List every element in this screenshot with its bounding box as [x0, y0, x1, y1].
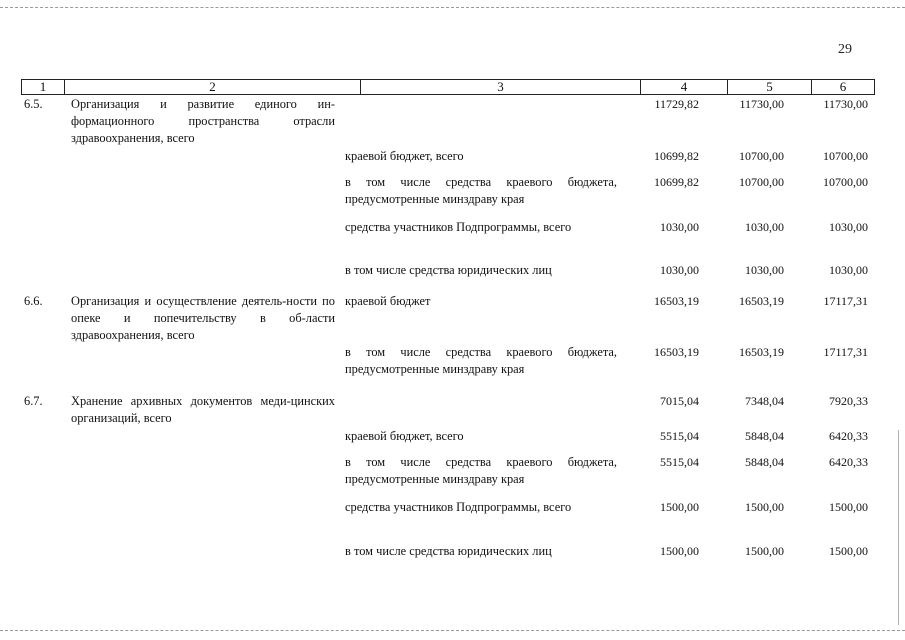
- page-number: 29: [838, 42, 852, 57]
- value-col-6: 10700,00: [823, 149, 868, 163]
- value-col-6: 1500,00: [829, 544, 868, 558]
- funding-source: в том числе средства юридических лиц: [345, 544, 552, 558]
- value-col-4: 5515,04: [660, 455, 699, 469]
- funding-source: средства участников Подпрограммы, всего: [345, 220, 572, 234]
- header-col-5: 5: [728, 80, 812, 94]
- value-col-4: 7015,04: [660, 394, 699, 408]
- item-name: Организация и развитие единого ин-формационного пространства отрасли здравоохранения, всего: [71, 97, 335, 145]
- value-col-6: 7920,33: [829, 394, 868, 408]
- item-code: 6.5.: [24, 97, 43, 111]
- value-col-4: 1500,00: [660, 544, 699, 558]
- header-col-1: 1: [22, 80, 65, 94]
- value-col-5: 1030,00: [745, 220, 784, 234]
- value-col-5: 7348,04: [745, 394, 784, 408]
- value-col-4: 10699,82: [654, 149, 699, 163]
- funding-source: краевой бюджет, всего: [345, 429, 464, 443]
- scan-edge-top: [0, 7, 905, 8]
- funding-source: средства участников Подпрограммы, всего: [345, 500, 572, 514]
- item-name: Организация и осуществление деятель-ности по опеке и попечительству в об-ласти здравоохранения, всего: [71, 294, 335, 342]
- value-col-4: 11729,82: [654, 97, 699, 111]
- value-col-6: 17117,31: [823, 345, 868, 359]
- value-col-5: 11730,00: [739, 97, 784, 111]
- scan-edge-bottom: [0, 630, 905, 631]
- funding-source: в том числе средства краевого бюджета, предусмотренные минздраву края: [345, 455, 617, 486]
- header-col-3: 3: [361, 80, 641, 94]
- funding-source: краевой бюджет: [345, 294, 431, 308]
- funding-source: в том числе средства юридических лиц: [345, 263, 552, 277]
- table-header-row: [21, 79, 875, 95]
- value-col-6: 1030,00: [829, 220, 868, 234]
- value-col-6: 11730,00: [823, 97, 868, 111]
- value-col-5: 1500,00: [745, 500, 784, 514]
- header-col-6: 6: [839, 79, 847, 94]
- value-col-6: 17117,31: [823, 294, 868, 308]
- value-col-5: 10700,00: [739, 175, 784, 189]
- item-code: 6.6.: [24, 294, 43, 308]
- funding-source: в том числе средства краевого бюджета, предусмотренные минздраву края: [345, 345, 617, 376]
- value-col-4: 16503,19: [654, 294, 699, 308]
- item-code: 6.7.: [24, 394, 43, 408]
- value-col-4: 10699,82: [654, 175, 699, 189]
- value-col-5: 5848,04: [745, 455, 784, 469]
- value-col-4: 1030,00: [660, 263, 699, 277]
- funding-source: в том числе средства краевого бюджета, предусмотренные минздраву края: [345, 175, 617, 206]
- scan-edge-right: [898, 430, 899, 625]
- value-col-6: 1500,00: [829, 500, 868, 514]
- value-col-5: 10700,00: [739, 149, 784, 163]
- value-col-6: 6420,33: [829, 429, 868, 443]
- value-col-5: 5848,04: [745, 429, 784, 443]
- value-col-4: 5515,04: [660, 429, 699, 443]
- value-col-5: 16503,19: [739, 294, 784, 308]
- value-col-4: 1030,00: [660, 220, 699, 234]
- funding-source: краевой бюджет, всего: [345, 149, 464, 163]
- item-name: Хранение архивных документов меди-цинских организаций, всего: [71, 394, 335, 425]
- value-col-5: 1030,00: [745, 263, 784, 277]
- value-col-5: 16503,19: [739, 345, 784, 359]
- value-col-5: 1500,00: [745, 544, 784, 558]
- value-col-4: 1500,00: [660, 500, 699, 514]
- header-col-2: 2: [65, 80, 361, 94]
- value-col-6: 10700,00: [823, 175, 868, 189]
- value-col-4: 16503,19: [654, 345, 699, 359]
- header-col-4: 4: [641, 80, 728, 94]
- value-col-6: 6420,33: [829, 455, 868, 469]
- value-col-6: 1030,00: [829, 263, 868, 277]
